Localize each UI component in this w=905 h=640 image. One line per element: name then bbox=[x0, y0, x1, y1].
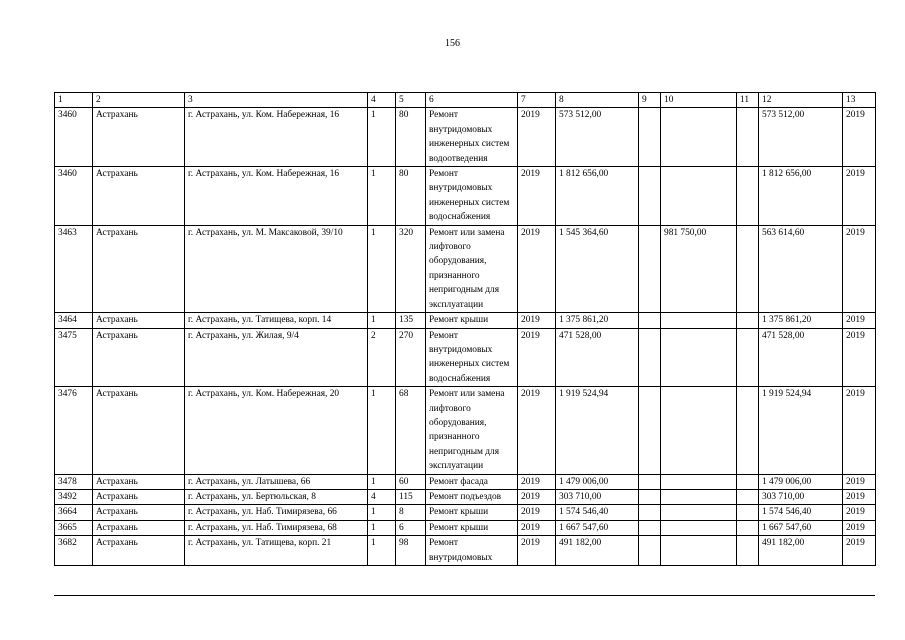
cell-id: 3478 bbox=[55, 474, 93, 489]
cell-col-10 bbox=[661, 328, 737, 387]
cell-col-12: 471 528,00 bbox=[759, 328, 843, 387]
cell-col-12: 303 710,00 bbox=[759, 489, 843, 504]
cell-total-cost: 1 812 656,00 bbox=[556, 167, 639, 226]
cell-city: Астрахань bbox=[93, 474, 185, 489]
cell-end-year: 2019 bbox=[843, 225, 876, 312]
repair-register-table bbox=[54, 92, 876, 566]
cell-col-10 bbox=[661, 536, 737, 566]
cell-id: 3476 bbox=[55, 387, 93, 474]
cell-address: г. Астрахань, ул. Наб. Тимирязева, 66 bbox=[185, 505, 368, 520]
cell-id: 3682 bbox=[55, 536, 93, 566]
column-header: 7 bbox=[518, 93, 556, 108]
cell-city: Астрахань bbox=[93, 536, 185, 566]
cell-address: г. Астрахань, ул. Жилая, 9/4 bbox=[185, 328, 368, 387]
cell-col-12: 1 919 524,94 bbox=[759, 387, 843, 474]
cell-work-type: Ремонт или замена лифтового оборудования, признанного непригодным для эксплуатации bbox=[426, 225, 518, 312]
cell-work-type: Ремонт внутридомовых инженерных систем водоснабжения bbox=[426, 328, 518, 387]
cell-col-9 bbox=[639, 328, 661, 387]
cell-col-11 bbox=[737, 313, 759, 328]
table-row bbox=[55, 387, 876, 474]
cell-col-10: 981 750,00 bbox=[661, 225, 737, 312]
cell-total-cost: 1 479 006,00 bbox=[556, 474, 639, 489]
cell-col-9 bbox=[639, 489, 661, 504]
cell-entrances: 2 bbox=[368, 328, 396, 387]
page-number: 156 bbox=[445, 38, 460, 49]
cell-id: 3464 bbox=[55, 313, 93, 328]
table-body bbox=[55, 108, 876, 566]
cell-entrances: 1 bbox=[368, 225, 396, 312]
cell-col-12: 1 812 656,00 bbox=[759, 167, 843, 226]
cell-city: Астрахань bbox=[93, 387, 185, 474]
cell-address: г. Астрахань, ул. Татищева, корп. 21 bbox=[185, 536, 368, 566]
cell-city: Астрахань bbox=[93, 313, 185, 328]
cell-col-12: 1 375 861,20 bbox=[759, 313, 843, 328]
cell-area: 68 bbox=[396, 387, 426, 474]
cell-city: Астрахань bbox=[93, 505, 185, 520]
table-row bbox=[55, 313, 876, 328]
column-header: 2 bbox=[93, 93, 185, 108]
cell-id: 3475 bbox=[55, 328, 93, 387]
table-row bbox=[55, 505, 876, 520]
column-header: 3 bbox=[185, 93, 368, 108]
cell-work-type: Ремонт внутридомовых инженерных систем водоотведения bbox=[426, 108, 518, 167]
cell-entrances: 1 bbox=[368, 520, 396, 535]
cell-work-type: Ремонт крыши bbox=[426, 313, 518, 328]
cell-col-12: 573 512,00 bbox=[759, 108, 843, 167]
cell-id: 3664 bbox=[55, 505, 93, 520]
cell-area: 115 bbox=[396, 489, 426, 504]
cell-total-cost: 1 545 364,60 bbox=[556, 225, 639, 312]
cell-end-year: 2019 bbox=[843, 489, 876, 504]
cell-col-12: 563 614,60 bbox=[759, 225, 843, 312]
cell-year: 2019 bbox=[518, 489, 556, 504]
cell-end-year: 2019 bbox=[843, 313, 876, 328]
column-header: 5 bbox=[396, 93, 426, 108]
cell-address: г. Астрахань, ул. Латышева, 66 bbox=[185, 474, 368, 489]
cell-entrances: 4 bbox=[368, 489, 396, 504]
cell-entrances: 1 bbox=[368, 313, 396, 328]
cell-col-10 bbox=[661, 474, 737, 489]
cell-col-10 bbox=[661, 520, 737, 535]
cell-year: 2019 bbox=[518, 225, 556, 312]
cell-col-9 bbox=[639, 505, 661, 520]
cell-col-9 bbox=[639, 520, 661, 535]
cell-col-9 bbox=[639, 474, 661, 489]
cell-entrances: 1 bbox=[368, 536, 396, 566]
cell-entrances: 1 bbox=[368, 108, 396, 167]
cell-col-11 bbox=[737, 328, 759, 387]
cell-year: 2019 bbox=[518, 536, 556, 566]
cell-area: 98 bbox=[396, 536, 426, 566]
cell-address: г. Астрахань, ул. Татищева, корп. 14 bbox=[185, 313, 368, 328]
cell-total-cost: 573 512,00 bbox=[556, 108, 639, 167]
cell-total-cost: 1 574 546,40 bbox=[556, 505, 639, 520]
header-row bbox=[55, 93, 876, 108]
cell-address: г. Астрахань, ул. Наб. Тимирязева, 68 bbox=[185, 520, 368, 535]
cell-entrances: 1 bbox=[368, 387, 396, 474]
column-header: 10 bbox=[661, 93, 737, 108]
cell-city: Астрахань bbox=[93, 328, 185, 387]
column-header: 4 bbox=[368, 93, 396, 108]
cell-id: 3463 bbox=[55, 225, 93, 312]
table-row bbox=[55, 328, 876, 387]
column-header: 6 bbox=[426, 93, 518, 108]
cell-id: 3460 bbox=[55, 108, 93, 167]
cell-col-12: 491 182,00 bbox=[759, 536, 843, 566]
cell-col-11 bbox=[737, 505, 759, 520]
cell-year: 2019 bbox=[518, 474, 556, 489]
cell-work-type: Ремонт внутридомовых bbox=[426, 536, 518, 566]
cell-col-11 bbox=[737, 520, 759, 535]
cell-end-year: 2019 bbox=[843, 328, 876, 387]
cell-id: 3492 bbox=[55, 489, 93, 504]
column-header: 13 bbox=[843, 93, 876, 108]
cell-col-9 bbox=[639, 108, 661, 167]
cell-year: 2019 bbox=[518, 505, 556, 520]
cell-work-type: Ремонт подъездов bbox=[426, 489, 518, 504]
cell-year: 2019 bbox=[518, 313, 556, 328]
cell-city: Астрахань bbox=[93, 108, 185, 167]
cell-area: 6 bbox=[396, 520, 426, 535]
cell-col-9 bbox=[639, 536, 661, 566]
cell-area: 135 bbox=[396, 313, 426, 328]
cell-year: 2019 bbox=[518, 108, 556, 167]
cell-entrances: 1 bbox=[368, 505, 396, 520]
cell-address: г. Астрахань, ул. М. Максаковой, 39/10 bbox=[185, 225, 368, 312]
cell-col-10 bbox=[661, 167, 737, 226]
cell-year: 2019 bbox=[518, 387, 556, 474]
cell-year: 2019 bbox=[518, 520, 556, 535]
cell-id: 3665 bbox=[55, 520, 93, 535]
cell-col-9 bbox=[639, 387, 661, 474]
cell-total-cost: 303 710,00 bbox=[556, 489, 639, 504]
cell-city: Астрахань bbox=[93, 520, 185, 535]
cell-col-12: 1 667 547,60 bbox=[759, 520, 843, 535]
cell-end-year: 2019 bbox=[843, 536, 876, 566]
cell-area: 8 bbox=[396, 505, 426, 520]
cell-address: г. Астрахань, ул. Бертюльская, 8 bbox=[185, 489, 368, 504]
table-row bbox=[55, 167, 876, 226]
cell-col-9 bbox=[639, 225, 661, 312]
cell-work-type: Ремонт крыши bbox=[426, 520, 518, 535]
cell-end-year: 2019 bbox=[843, 387, 876, 474]
table-row bbox=[55, 474, 876, 489]
cell-area: 60 bbox=[396, 474, 426, 489]
column-header: 9 bbox=[639, 93, 661, 108]
cell-end-year: 2019 bbox=[843, 474, 876, 489]
cell-col-11 bbox=[737, 489, 759, 504]
cell-col-12: 1 574 546,40 bbox=[759, 505, 843, 520]
cell-work-type: Ремонт крыши bbox=[426, 505, 518, 520]
table-row bbox=[55, 489, 876, 504]
cell-end-year: 2019 bbox=[843, 505, 876, 520]
cell-col-11 bbox=[737, 387, 759, 474]
cell-total-cost: 1 919 524,94 bbox=[556, 387, 639, 474]
cell-col-11 bbox=[737, 108, 759, 167]
column-header: 8 bbox=[556, 93, 639, 108]
column-header: 12 bbox=[759, 93, 843, 108]
cell-area: 270 bbox=[396, 328, 426, 387]
column-header: 1 bbox=[55, 93, 93, 108]
cell-col-10 bbox=[661, 505, 737, 520]
cell-end-year: 2019 bbox=[843, 108, 876, 167]
cell-col-9 bbox=[639, 167, 661, 226]
cell-total-cost: 471 528,00 bbox=[556, 328, 639, 387]
cell-col-9 bbox=[639, 313, 661, 328]
cell-id: 3460 bbox=[55, 167, 93, 226]
cell-total-cost: 1 667 547,60 bbox=[556, 520, 639, 535]
cell-work-type: Ремонт фасада bbox=[426, 474, 518, 489]
cell-area: 80 bbox=[396, 108, 426, 167]
cell-address: г. Астрахань, ул. Ком. Набережная, 16 bbox=[185, 167, 368, 226]
cell-col-10 bbox=[661, 108, 737, 167]
table-row bbox=[55, 225, 876, 312]
cell-col-12: 1 479 006,00 bbox=[759, 474, 843, 489]
cell-total-cost: 491 182,00 bbox=[556, 536, 639, 566]
cell-year: 2019 bbox=[518, 167, 556, 226]
cell-address: г. Астрахань, ул. Ком. Набережная, 20 bbox=[185, 387, 368, 474]
cell-entrances: 1 bbox=[368, 474, 396, 489]
cell-area: 320 bbox=[396, 225, 426, 312]
table-row bbox=[55, 536, 876, 566]
cell-city: Астрахань bbox=[93, 225, 185, 312]
cell-col-11 bbox=[737, 536, 759, 566]
cell-work-type: Ремонт или замена лифтового оборудования, признанного непригодным для эксплуатации bbox=[426, 387, 518, 474]
table-row bbox=[55, 520, 876, 535]
cell-end-year: 2019 bbox=[843, 520, 876, 535]
cell-city: Астрахань bbox=[93, 489, 185, 504]
cell-year: 2019 bbox=[518, 328, 556, 387]
cell-city: Астрахань bbox=[93, 167, 185, 226]
cell-col-10 bbox=[661, 489, 737, 504]
cell-col-11 bbox=[737, 225, 759, 312]
cell-area: 80 bbox=[396, 167, 426, 226]
table-row bbox=[55, 108, 876, 167]
cell-col-10 bbox=[661, 313, 737, 328]
cell-col-11 bbox=[737, 167, 759, 226]
cell-work-type: Ремонт внутридомовых инженерных систем водоснабжения bbox=[426, 167, 518, 226]
cell-end-year: 2019 bbox=[843, 167, 876, 226]
column-header: 11 bbox=[737, 93, 759, 108]
cell-entrances: 1 bbox=[368, 167, 396, 226]
cell-col-11 bbox=[737, 474, 759, 489]
cell-total-cost: 1 375 861,20 bbox=[556, 313, 639, 328]
cell-col-10 bbox=[661, 387, 737, 474]
cell-address: г. Астрахань, ул. Ком. Набережная, 16 bbox=[185, 108, 368, 167]
